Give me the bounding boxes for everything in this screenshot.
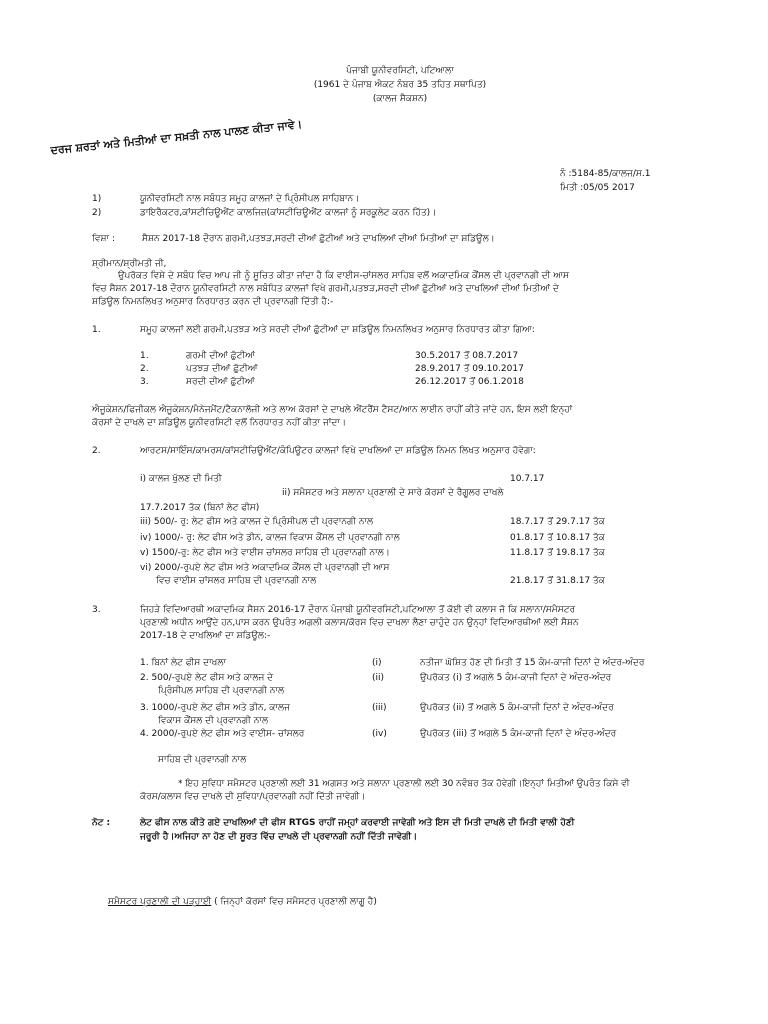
intro-line: ਉਪਰੋਕਤ ਵਿਸ਼ੇ ਦੇ ਸਬੰਧ ਵਿਚ ਆਪ ਜੀ ਨੂੰ ਸੂਚਿਤ ਕੀਤਾ ਜਾਂਦਾ ਹੈ ਕਿ ਵਾਈਸ-ਚਾਂਸਲਰ ਸਾਹਿਬ ਵਲੋਂ ਅਕਾਦਮਿਕ ਕੌਂਸਲ ਦੀ ਪ੍ਰਵਾਨਗੀ ਦੀ ਆਸ: [118, 271, 569, 281]
footnote-line: ਕੋਰਸ/ਕਲਾਸ ਵਿਚ ਦਾਖਲੇ ਦੀ ਸੁਵਿਧਾ/ਪ੍ਰਵਾਨਗੀ ਨਹੀਂ ਦਿੱਤੀ ਜਾਵੇਗੀ।: [140, 792, 366, 802]
holiday-label: ਸਰਦੀ ਦੀਆਂ ਛੁੱਟੀਆਂ: [186, 377, 255, 387]
established-line: (1961 ਦੇ ਪੰਜਾਬ ਐਕਟ ਨੰਬਰ 35 ਤਹਿਤ ਸਥਾਪਿਤ): [313, 80, 487, 90]
section-3-line: 2017-18 ਦੇ ਦਾਖਲਿਆਂ ਦਾ ਸ਼ਡਿਊਲ:-: [140, 631, 271, 641]
reference-number: ਨੰ :5184-85/ਕਾਲਜ/ਸ.1: [560, 169, 651, 179]
section-1-num: 1.: [92, 325, 101, 335]
section-line: (ਕਾਲਜ ਸੈਕਸ਼ਨ): [372, 94, 428, 104]
late-fee-window: ਉਪਰੋਕਤ (i) ਤੋਂ ਅਗਲੇ 5 ਕੰਮ-ਕਾਜੀ ਦਿਨਾਂ ਦੇ ਅੰਦਰ-ਅੰਦਰ: [420, 673, 612, 683]
semester-heading-rest: ( ਜਿਨ੍ਹਾਂ ਕੋਰਸਾਂ ਵਿਚ ਸਮੈਸਟਰ ਪ੍ਰਣਾਲੀ ਲਾਗੂ ਹੈ): [211, 897, 377, 907]
admission-item-date: 11.8.17 ਤੋਂ 19.8.17 ਤੱਕ: [510, 548, 605, 558]
intro-line: ਸ਼ਡਿਊਲ ਨਿਮਨਲਿਖਤ ਅਨੁਸਾਰ ਨਿਰਧਾਰਤ ਕਰਨ ਦੀ ਪ੍ਰਵਾਨਗੀ ਦਿੱਤੀ ਹੈ:-: [92, 297, 334, 307]
admission-item-date: 01.8.17 ਤੋਂ 10.8.17 ਤੱਕ: [510, 533, 605, 543]
admission-item-label: v) 1500/-ਰੁ: ਲੇਟ ਫੀਸ ਅਤੇ ਵਾਈਸ ਚਾਂਸਲਰ ਸਾਹਿਬ ਦੀ ਪ੍ਰਵਾਨਗੀ ਨਾਲ।: [140, 548, 390, 558]
admission-item-date: 10.7.17: [510, 474, 545, 484]
semester-heading-underlined: ਸਮੈਸਟਰ ਪ੍ਰਣਾਲੀ ਦੀ ਪੜ੍ਹਾਈ: [108, 897, 212, 907]
late-fee-label: ਪ੍ਰਿੰਸੀਪਲ ਸਾਹਿਬ ਦੀ ਪ੍ਰਵਾਨਗੀ ਨਾਲ: [158, 686, 285, 696]
admission-item-label: ii) ਸਮੈਸਟਰ ਅਤੇ ਸਲਾਨਾ ਪ੍ਰਣਾਲੀ ਦੇ ਸਾਰੇ ਕੋਰਸਾਂ ਦੇ ਰੈਗੂਲਰ ਦਾਖਲੇ: [282, 488, 504, 498]
admission-item-date: 18.7.17 ਤੋਂ 29.7.17 ਤੱਕ: [510, 517, 605, 527]
intro-line: ਵਿਚ ਸੈਸ਼ਨ 2017-18 ਦੌਰਾਨ ਯੂਨੀਵਰਸਿਟੀ ਨਾਲ ਸਬੰਧਿਤ ਕਾਲਜਾਂ ਵਿਖੇ ਗਰਮੀ,ਪਤਝੜ,ਸਰਦੀ ਦੀਆਂ ਛੁੱਟੀਆਂ ਅਤੇ ਦਾਖਲਿਆਂ ਦੀਆਂ ਮਿਤੀਆਂ ਦੇ: [92, 284, 559, 294]
late-fee-label: 1. ਬਿਨਾਂ ਲੇਟ ਫੀਸ ਦਾਖਲਾ: [140, 658, 227, 668]
university-name: ਪੰਜਾਬੀ ਯੂਨੀਵਰਸਿਟੀ, ਪਟਿਆਲਾ: [346, 66, 454, 76]
late-fee-label: ਸਾਹਿਬ ਦੀ ਪ੍ਰਵਾਨਗੀ ਨਾਲ: [158, 755, 247, 765]
holiday-dates: 30.5.2017 ਤੋਂ 08.7.2017: [415, 351, 519, 361]
late-fee-label: 4. 2000/-ਰੁਪਏ ਲੇਟ ਫੀਸ ਅਤੇ ਵਾਈਸ- ਚਾਂਸਲਰ: [140, 729, 305, 739]
instruction-stamp: ਦਰਜ ਸ਼ਰਤਾਂ ਅਤੇ ਮਿਤੀਆਂ ਦਾ ਸਖ਼ਤੀ ਨਾਲ ਪਾਲਣ ਕੀਤਾ ਜਾਵੇ।: [50, 117, 303, 157]
admission-item-label: iv) 1000/- ਰੁ: ਲੇਟ ਫੀਸ ਅਤੇ ਡੀਨ, ਕਾਲਜ ਵਿਕਾਸ ਕੌਂਸਲ ਦੀ ਪ੍ਰਵਾਨਗੀ ਨਾਲ: [140, 533, 400, 543]
holiday-num: 2.: [140, 364, 149, 374]
salutation: ਸ਼੍ਰੀਮਾਨ/ਸ਼੍ਰੀਮਤੀ ਜੀ,: [92, 259, 167, 269]
late-fee-roman: (iv): [372, 729, 387, 739]
section-1-heading: ਸਮੂਹ ਕਾਲਜਾਂ ਲਈ ਗਰਮੀ,ਪਤਝੜ ਅਤੇ ਸਰਦੀ ਦੀਆਂ ਛੁੱਟੀਆਂ ਦਾ ਸ਼ਡਿਊਲ ਨਿਮਨਲਿਖਤ ਅਨੁਸਾਰ ਨਿਰਧਾਰਤ ਕੀਤਾ ਗਿਆ:: [140, 325, 535, 335]
note-label: ਨੋਟ :: [92, 818, 111, 828]
admission-item-date: 17.7.2017 ਤੱਕ (ਬਿਨਾਂ ਲੇਟ ਫੀਸ): [140, 503, 260, 513]
admission-item-label: vi) 2000/-ਰੁਪਏ ਲੇਟ ਫੀਸ ਅਤੇ ਅਕਾਦਮਿਕ ਕੌਂਸਲ ਦੀ ਪ੍ਰਵਾਨਗੀ ਦੀ ਆਸ: [140, 563, 390, 573]
admission-item-date: 21.8.17 ਤੋਂ 31.8.17 ਤੱਕ: [510, 576, 605, 586]
late-fee-label: ਵਿਕਾਸ ਕੌਂਸਲ ਦੀ ਪ੍ਰਵਾਨਗੀ ਨਾਲ: [158, 716, 269, 726]
note-line: ਲੇਟ ਫੀਸ ਨਾਲ ਕੀਤੇ ਗਏ ਦਾਖਲਿਆਂ ਦੀ ਫੀਸ RTGS ਰਾਹੀਂ ਜਮ੍ਹਾਂ ਕਰਵਾਈ ਜਾਵੇਗੀ ਅਤੇ ਇਸ ਦੀ ਮਿਤੀ ਦਾਖਲੇ ਦੀ ਮਿਤੀ ਵਾਲੀ ਹੋਣੀ: [140, 818, 575, 828]
section-2-num: 2.: [92, 446, 101, 456]
recipient-text: ਡਾਇਰੈਕਟਰ,ਕਾਂਸਟੀਚਿਊਐਂਟ ਕਾਲਜਿਜ਼(ਕਾਂਸਟੀਚਿਊਐਂਟ ਕਾਲਜਾਂ ਨੂੰ ਸਰਕੂਲੇਟ ਕਰਨ ਹਿੱਤ)।: [140, 208, 437, 218]
late-fee-label: 2. 500/-ਰੁਪਏ ਲੇਟ ਫੀਸ ਅਤੇ ਕਾਲਜ ਦੇ: [140, 673, 274, 683]
subject-label: ਵਿਸ਼ਾ :: [92, 234, 115, 244]
holiday-label: ਗਰਮੀ ਦੀਆਂ ਛੁੱਟੀਆਂ: [186, 351, 255, 361]
admission-item-label: ਵਿਚ ਵਾਈਸ ਚਾਂਸਲਰ ਸਾਹਿਬ ਦੀ ਪ੍ਰਵਾਨਗੀ ਨਾਲ: [156, 576, 317, 586]
reference-date: ਮਿਤੀ :05/05 2017: [560, 183, 635, 193]
section-3-line: ਜਿਹੜੇ ਵਿਦਿਆਰਥੀ ਅਕਾਦਮਿਕ ਸੈਸ਼ਨ 2016-17 ਦੌਰਾਨ ਪੰਜਾਬੀ ਯੂਨੀਵਰਸਿਟੀ,ਪਟਿਆਲਾ ਤੋਂ ਕੋਈ ਵੀ ਕਲਾਸ ਜੋ ਕਿ ਸਲਾਨਾ/ਸਮੈਸਟਰ: [140, 605, 576, 615]
footnote-line: * ਇਹ ਸੁਵਿਧਾ ਸਮੈਸਟਰ ਪ੍ਰਣਾਲੀ ਲਈ 31 ਅਗਸਤ ਅਤੇ ਸਲਾਨਾ ਪ੍ਰਣਾਲੀ ਲਈ 30 ਨਵੰਬਰ ਤੱਕ ਹੋਵੇਗੀ।ਇਨ੍ਹਾਂ ਮਿਤੀਆਂ ਉਪਰੰਤ ਕਿਸੇ ਵੀ: [178, 779, 630, 789]
semester-heading: [108, 897, 377, 908]
holiday-num: 1.: [140, 351, 149, 361]
late-fee-roman: (i): [372, 658, 382, 668]
recipient-num: 1): [92, 194, 102, 204]
note-line: ਜਰੂਰੀ ਹੈ।ਅਜਿਹਾ ਨਾ ਹੋਣ ਦੀ ਸੂਰਤ ਵਿੱਚ ਦਾਖਲੇ ਦੀ ਪ੍ਰਵਾਨਗੀ ਨਹੀਂ ਦਿੱਤੀ ਜਾਵੇਗੀ।: [140, 832, 418, 842]
late-fee-window: ਨਤੀਜਾ ਘੋਸ਼ਿਤ ਹੋਣ ਦੀ ਮਿਤੀ ਤੋਂ 15 ਕੰਮ-ਕਾਜੀ ਦਿਨਾਂ ਦੇ ਅੰਦਰ-ਅੰਦਰ: [420, 658, 645, 668]
recipient-text: ਯੂਨੀਵਰਸਿਟੀ ਨਾਲ ਸਬੰਧਤ ਸਮੂਹ ਕਾਲਜਾਂ ਦੇ ਪ੍ਰਿੰਸੀਪਲ ਸਾਹਿਬਾਨ।: [140, 194, 360, 204]
admission-item-label: iii) 500/- ਰੁ: ਲੇਟ ਫੀਸ ਅਤੇ ਕਾਲਜ ਦੇ ਪ੍ਰਿੰਸੀਪਲ ਦੀ ਪ੍ਰਵਾਨਗੀ ਨਾਲ: [140, 517, 374, 527]
late-fee-window: ਉਪਰੋਕਤ (iii) ਤੋਂ ਅਗਲੇ 5 ਕੰਮ-ਕਾਜੀ ਦਿਨਾਂ ਦੇ ਅੰਦਰ-ਅੰਦਰ: [420, 729, 617, 739]
holiday-num: 3.: [140, 377, 149, 387]
holiday-dates: 26.12.2017 ਤੋਂ 06.1.2018: [415, 377, 524, 387]
late-fee-window: ਉਪਰੋਕਤ (ii) ਤੋਂ ਅਗਲੇ 5 ਕੰਮ-ਕਾਜੀ ਦਿਨਾਂ ਦੇ ਅੰਦਰ-ਅੰਦਰ: [420, 703, 614, 713]
entrance-note-line: ਐਜੂਕੇਸ਼ਨ/ਫਿਜੀਕਲ ਐਜੂਕੇਸ਼ਨ/ਮੈਨੇਜਮੈਂਟ/ਟੈਕਨਾਲੋਜੀ ਅਤੇ ਲਾਅ ਕੋਰਸਾਂ ਦੇ ਦਾਖਲੇ ਐਂਟਰੈਂਸ ਟੈਸਟ/ਆਨ ਲਾਈਨ ਰਾਹੀਂ ਕੀਤੇ ਜਾਂਦੇ ਹਨ, ਇਸ ਲਈ ਇਨ੍ਹਾਂ: [92, 405, 573, 415]
section-3-line: ਪ੍ਰਣਾਲੀ ਅਧੀਨ ਆਉਂਦੇ ਹਨ,ਪਾਸ ਕਰਨ ਉਪਰੰਤ ਅਗਲੀ ਕਲਾਸ/ਕੋਰਸ ਵਿਚ ਦਾਖਲਾ ਲੈਣਾ ਚਾਹੁੰਦੇ ਹਨ ਉਨ੍ਹਾਂ ਵਿਦਿਆਰਥੀਆਂ ਲਈ ਸੈਸ਼ਨ: [140, 618, 579, 628]
recipient-num: 2): [92, 208, 102, 218]
section-3-num: 3.: [92, 605, 101, 615]
section-2-heading: ਆਰਟਸ/ਸਾਇੰਸ/ਕਾਮਰਸ/ਕਾਂਸਟੀਚਿਊਐਂਟ/ਕੰਪਿਊਟਰ ਕਾਲਜਾਂ ਵਿਖੇ ਦਾਖਲਿਆਂ ਦਾ ਸ਼ਡਿਊਲ ਨਿਮਨ ਲਿਖਤ ਅਨੁਸਾਰ ਹੋਵੇਗਾ:: [140, 446, 536, 456]
holiday-label: ਪਤਝੜ ਦੀਆਂ ਛੁੱਟੀਆਂ: [186, 364, 258, 374]
late-fee-roman: (iii): [372, 703, 387, 713]
admission-item-label: i) ਕਾਲਜ ਖੁੱਲਣ ਦੀ ਮਿਤੀ: [140, 474, 222, 484]
subject-text: ਸੈਸ਼ਨ 2017-18 ਦੌਰਾਨ ਗਰਮੀ,ਪਤਝੜ,ਸਰਦੀ ਦੀਆਂ ਛੁੱਟੀਆਂ ਅਤੇ ਦਾਖਲਿਆਂ ਦੀਆਂ ਮਿਤੀਆਂ ਦਾ ਸ਼ਡਿਊਲ।: [142, 234, 495, 244]
entrance-note-line: ਕੋਰਸਾਂ ਦੇ ਦਾਖਲੇ ਦਾ ਸ਼ਡਿਊਲ ਯੂਨੀਵਰਸਿਟੀ ਵਲੋਂ ਨਿਰਧਾਰਤ ਨਹੀਂ ਕੀਤਾ ਜਾਂਦਾ।: [92, 418, 347, 428]
late-fee-roman: (ii): [372, 673, 385, 683]
late-fee-label: 3. 1000/-ਰੁਪਏ ਲੇਟ ਫੀਸ ਅਤੇ ਡੀਨ, ਕਾਲਜ: [140, 703, 290, 713]
holiday-dates: 28.9.2017 ਤੋਂ 09.10.2017: [415, 364, 524, 374]
